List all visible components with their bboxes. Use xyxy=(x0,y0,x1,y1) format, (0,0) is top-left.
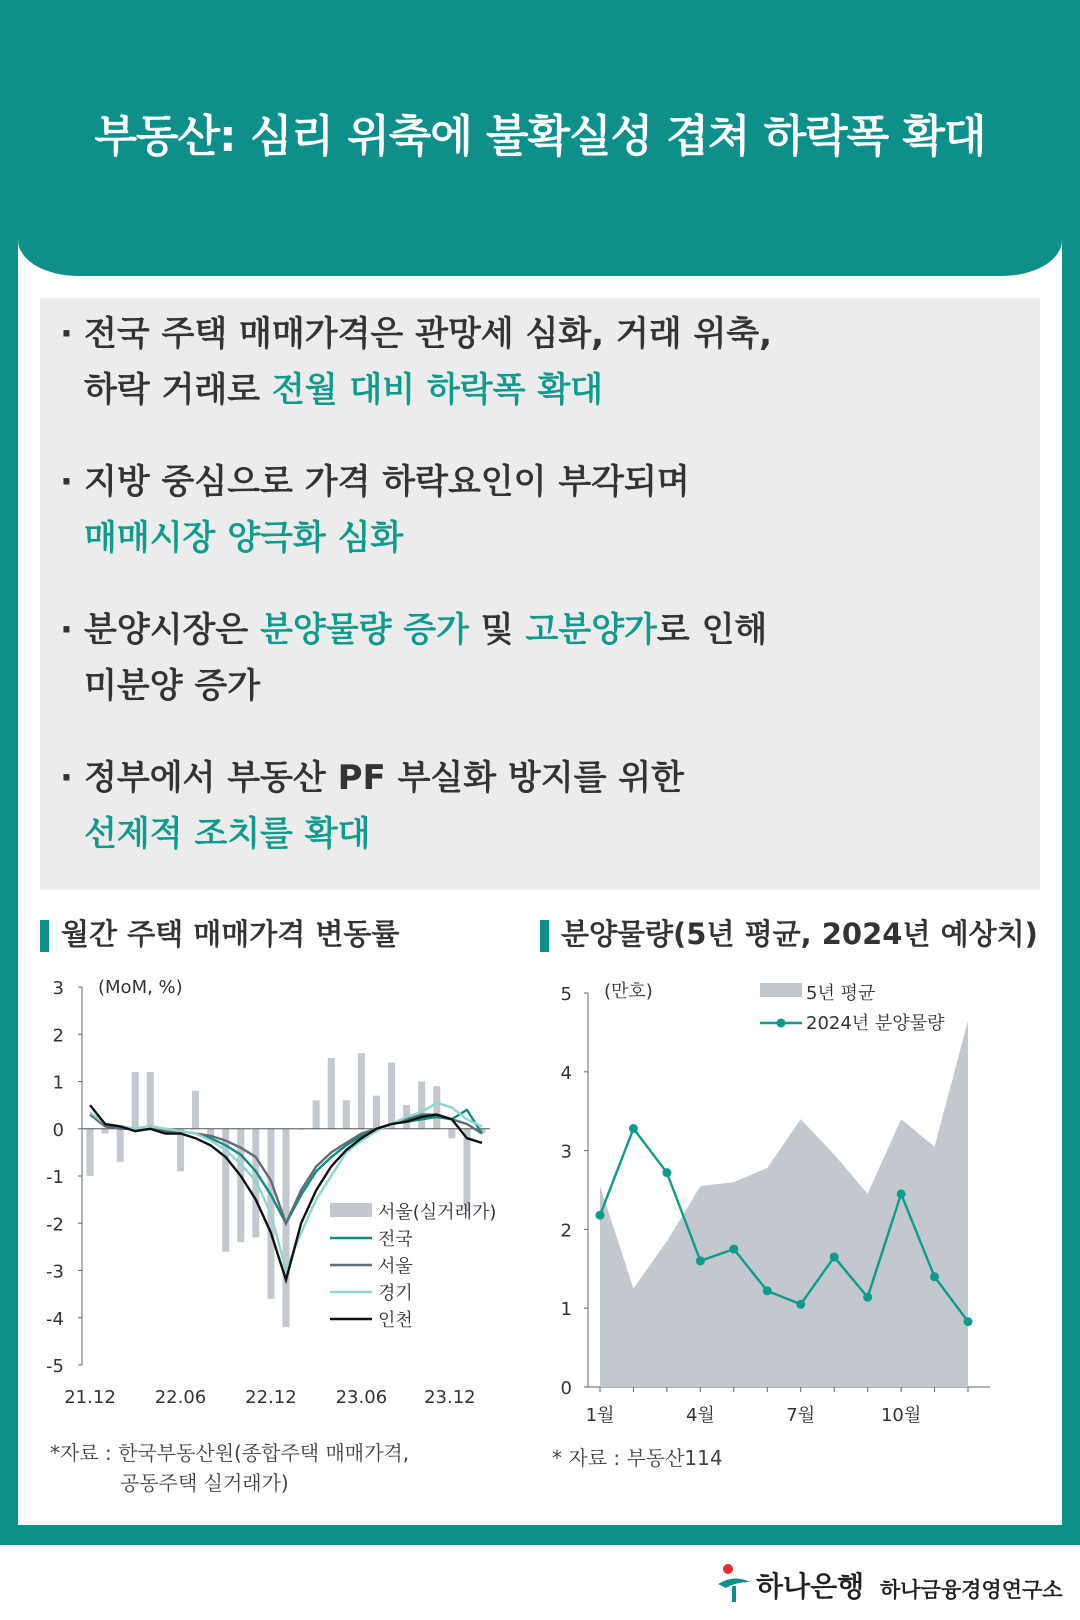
footer-logo-text: 하나은행 xyxy=(756,1570,865,1603)
bullet-4-line1: 정부에서 부동산 PF 부실화 방지를 위한 xyxy=(84,758,684,798)
bullet-1-line1: 전국 주택 매매가격은 관망세 심화, 거래 위축, xyxy=(84,314,773,354)
point-12월 xyxy=(964,1317,973,1326)
legend-label: 전국 xyxy=(378,1229,413,1250)
left-source-line2: 공동주택 실거래가) xyxy=(120,1471,289,1495)
price-change-chart xyxy=(40,965,540,1415)
bar-서울(실거래가) xyxy=(433,1086,440,1129)
bullet-3-highlight-1: 분양물량 증가 xyxy=(260,610,469,650)
y-tick-label: -1 xyxy=(46,1167,64,1188)
title-bar-marker xyxy=(40,920,49,952)
legend-label: 서울 xyxy=(378,1256,413,1277)
left-chart-title-text: 월간 주택 매매가격 변동률 xyxy=(61,917,400,951)
bullet-2-highlight: 매매시장 양극화 심화 xyxy=(84,518,404,558)
point-10월 xyxy=(897,1189,906,1198)
bullet-2 xyxy=(60,454,960,566)
y-tick-label: -5 xyxy=(46,1356,64,1377)
legend-label: 경기 xyxy=(378,1283,413,1304)
x-tick-label: 22.12 xyxy=(245,1387,297,1408)
supply-chart xyxy=(550,965,1050,1426)
bar-서울(실거래가) xyxy=(418,1082,425,1129)
bar-서울(실거래가) xyxy=(448,1129,455,1138)
y-tick-label: 3 xyxy=(52,978,64,999)
legend-label: 2024년 분양물량 xyxy=(806,1013,945,1034)
footer-institute: 하나금융경영연구소 xyxy=(880,1578,1063,1602)
legend-swatch xyxy=(760,983,802,997)
bar-서울(실거래가) xyxy=(102,1129,109,1134)
bar-서울(실거래가) xyxy=(117,1129,124,1162)
bullet-dot: · xyxy=(60,758,73,798)
y-tick-label: 2 xyxy=(52,1025,64,1047)
title-bar-marker xyxy=(540,920,549,952)
bullet-3-line2: 미분양 증가 xyxy=(84,666,261,706)
bullet-1 xyxy=(60,306,960,418)
left-chart-title xyxy=(40,912,399,953)
point-1월 xyxy=(596,1211,605,1220)
bullet-dot: · xyxy=(60,314,73,354)
y-tick-label: -2 xyxy=(46,1214,64,1236)
legend-label: 5년 평균 xyxy=(806,983,876,1004)
y-tick-label: -3 xyxy=(46,1261,64,1283)
hana-logo-icon xyxy=(716,1562,752,1604)
bullet-3-text-a: 분양시장은 xyxy=(84,610,261,650)
bar-서울(실거래가) xyxy=(328,1058,335,1129)
bullet-dot: · xyxy=(60,462,73,502)
x-tick-label: 23.12 xyxy=(424,1387,476,1408)
bar-서울(실거래가) xyxy=(192,1091,199,1129)
bar-서울(실거래가) xyxy=(132,1072,139,1129)
y-tick-label: 4 xyxy=(560,1062,572,1084)
bar-서울(실거래가) xyxy=(358,1053,365,1129)
bullet-4 xyxy=(60,750,960,862)
bullet-3-highlight-2: 고분양가 xyxy=(525,610,657,650)
bullet-3-text-c: 로 인해 xyxy=(656,610,768,650)
right-chart-title xyxy=(540,912,1038,953)
legend-label: 서울(실거래가) xyxy=(378,1202,497,1223)
bar-서울(실거래가) xyxy=(343,1100,350,1128)
bullet-1-line2-text: 하락 거래로 xyxy=(84,370,272,410)
point-2월 xyxy=(629,1124,638,1133)
x-tick-label: 7월 xyxy=(786,1405,816,1426)
header-wave xyxy=(18,240,1062,276)
area-5년 평균 xyxy=(600,1021,968,1387)
point-3월 xyxy=(662,1168,671,1177)
bar-서울(실거래가) xyxy=(147,1072,154,1129)
y-tick-label: 1 xyxy=(560,1299,572,1321)
bullet-3-text-b: 및 xyxy=(468,610,526,650)
point-11월 xyxy=(930,1272,939,1281)
point-8월 xyxy=(830,1252,839,1261)
point-6월 xyxy=(763,1286,772,1295)
point-5월 xyxy=(729,1245,738,1254)
bar-서울(실거래가) xyxy=(87,1129,94,1176)
unit-label: (만호) xyxy=(604,981,653,1002)
x-tick-label: 21.12 xyxy=(64,1387,116,1408)
right-chart-title-text: 분양물량(5년 평균, 2024년 예상치) xyxy=(561,917,1038,951)
point-7월 xyxy=(796,1300,805,1309)
y-tick-label: 1 xyxy=(52,1072,64,1094)
unit-label: (MoM, %) xyxy=(98,977,183,998)
point-4월 xyxy=(696,1256,705,1265)
bar-서울(실거래가) xyxy=(388,1063,395,1129)
y-tick-label: 5 xyxy=(560,984,572,1005)
x-tick-label: 1월 xyxy=(585,1405,615,1426)
page-title: 부동산: 심리 위축에 불확실성 겹쳐 하락폭 확대 xyxy=(94,111,986,162)
x-tick-label: 22.06 xyxy=(154,1387,207,1408)
y-tick-label: 0 xyxy=(52,1119,64,1141)
legend-swatch xyxy=(330,1203,372,1217)
legend-marker xyxy=(777,1019,786,1028)
left-source-line1: *자료 : 한국부동산원(종합주택 매매가격, xyxy=(50,1441,410,1465)
y-tick-label: 0 xyxy=(560,1378,572,1399)
legend-label: 인천 xyxy=(378,1310,413,1331)
y-tick-label: 3 xyxy=(560,1141,572,1163)
x-tick-label: 10월 xyxy=(880,1405,922,1426)
bullet-2-line1: 지방 중심으로 가격 하락요인이 부각되며 xyxy=(84,462,690,502)
x-tick-label: 4월 xyxy=(685,1405,715,1426)
bullet-4-highlight: 선제적 조치를 확대 xyxy=(84,814,371,854)
bar-서울(실거래가) xyxy=(373,1096,380,1129)
y-tick-label: -4 xyxy=(46,1308,64,1330)
bullet-3 xyxy=(60,602,960,714)
left-source xyxy=(50,1438,409,1498)
bullet-1-highlight: 전월 대비 하락폭 확대 xyxy=(271,370,604,410)
bar-서울(실거래가) xyxy=(463,1129,470,1209)
bullet-dot: · xyxy=(60,610,73,650)
y-tick-label: 2 xyxy=(560,1220,572,1242)
bar-서울(실거래가) xyxy=(283,1129,290,1327)
bar-서울(실거래가) xyxy=(313,1100,320,1128)
right-source: * 자료 : 부동산114 xyxy=(552,1446,723,1470)
x-tick-label: 23.06 xyxy=(335,1387,388,1408)
point-9월 xyxy=(863,1293,872,1302)
